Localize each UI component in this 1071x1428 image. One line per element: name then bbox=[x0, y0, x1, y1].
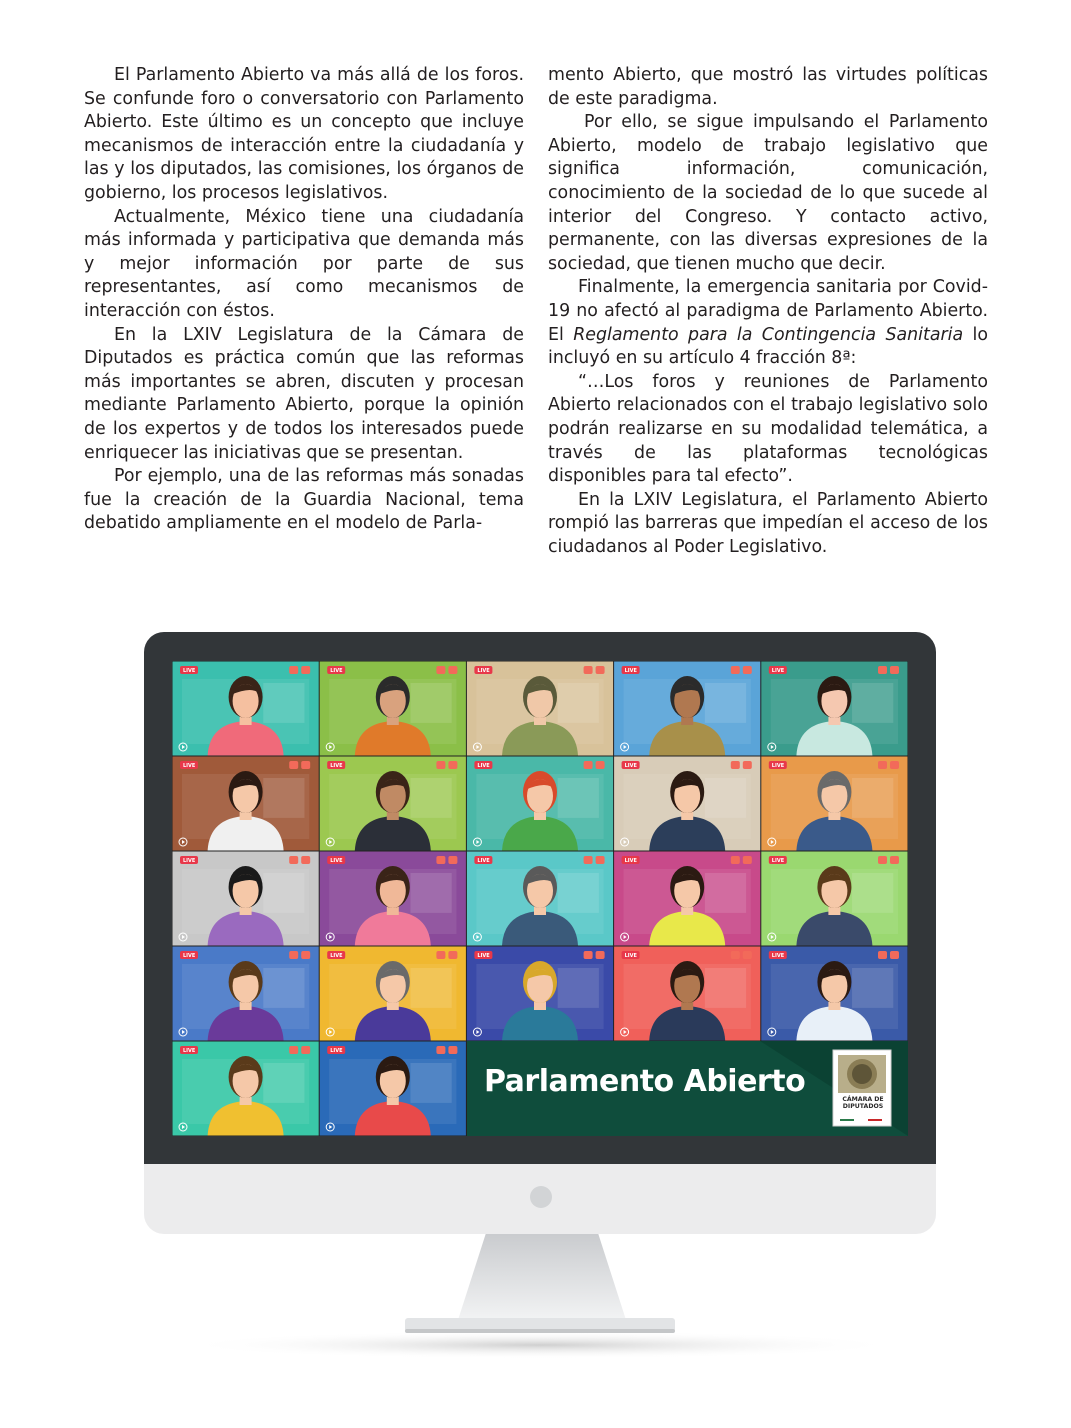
svg-text:LIVE: LIVE bbox=[624, 858, 637, 864]
live-badge bbox=[180, 761, 198, 769]
paragraph: En la LXIV Legislatura, el Parlamento Abierto rompió las barreras que impedían el acceso de los ciudadanos al Poder Legislativo. bbox=[548, 489, 988, 557]
participant-tile[interactable] bbox=[320, 757, 466, 851]
live-badge bbox=[769, 856, 787, 864]
participant-tile[interactable] bbox=[761, 852, 907, 946]
participant-tile[interactable] bbox=[173, 947, 319, 1041]
participant-tile[interactable] bbox=[467, 852, 613, 946]
svg-text:LIVE: LIVE bbox=[330, 858, 343, 864]
svg-text:LIVE: LIVE bbox=[477, 668, 490, 674]
svg-text:LIVE: LIVE bbox=[183, 763, 196, 769]
participant-tile[interactable] bbox=[467, 662, 613, 756]
svg-text:LIVE: LIVE bbox=[624, 668, 637, 674]
participant-tile[interactable] bbox=[761, 757, 907, 851]
participant-tile[interactable] bbox=[467, 757, 613, 851]
paragraph: En la LXIV Legislatura de la Cámara de Diputados es práctica común que las reformas más importantes se abren, discuten y procesan mediante Parlamento Abierto, porque la opinión de los expertos y de todos los interesados puede enriquecer las iniciativas que se presentan. bbox=[84, 324, 524, 463]
participant-tile[interactable] bbox=[320, 662, 466, 756]
svg-text:LIVE: LIVE bbox=[183, 858, 196, 864]
live-badge bbox=[769, 951, 787, 959]
live-badge bbox=[180, 856, 198, 864]
live-badge bbox=[180, 951, 198, 959]
svg-text:LIVE: LIVE bbox=[477, 858, 490, 864]
svg-text:LIVE: LIVE bbox=[330, 668, 343, 674]
live-badge bbox=[622, 856, 640, 864]
svg-text:LIVE: LIVE bbox=[330, 953, 343, 959]
participant-tile[interactable] bbox=[173, 662, 319, 756]
quote: “…Los foros y reuniones de Parlamento Abierto relacionados con el trabajo legislativo solo podrán realizarse en su modalidad telemática, a través de las plataformas tecnológicas disponibles para tal efecto”. bbox=[548, 371, 988, 487]
svg-text:LIVE: LIVE bbox=[330, 1048, 343, 1054]
participant-tile[interactable] bbox=[761, 947, 907, 1041]
svg-text:LIVE: LIVE bbox=[624, 763, 637, 769]
logo-line1: CÁMARA DE bbox=[842, 1096, 884, 1103]
participant-tile[interactable] bbox=[614, 662, 760, 756]
paragraph-continuation: mento Abierto, que mostró las virtudes políticas de este paradigma. bbox=[548, 65, 988, 109]
svg-text:LIVE: LIVE bbox=[477, 953, 490, 959]
svg-text:LIVE: LIVE bbox=[771, 953, 785, 959]
svg-text:LIVE: LIVE bbox=[624, 953, 637, 959]
logo-text bbox=[836, 1096, 890, 1110]
participant-tile[interactable] bbox=[320, 947, 466, 1041]
live-badge bbox=[622, 951, 640, 959]
live-badge bbox=[180, 666, 198, 674]
svg-text:LIVE: LIVE bbox=[330, 763, 343, 769]
participant-tile[interactable] bbox=[173, 852, 319, 946]
paragraph: Actualmente, México tiene una ciudadanía más informada y participativa que demanda más y mejor información por parte de sus representantes, así como mecanismos de interacción con éstos. bbox=[84, 206, 524, 321]
live-badge bbox=[327, 856, 345, 864]
regulation-title: Reglamento para la Contingencia Sanitaria bbox=[573, 324, 964, 345]
participant-tile[interactable] bbox=[614, 947, 760, 1041]
live-badge bbox=[474, 951, 492, 959]
monitor-shadow bbox=[180, 1331, 900, 1359]
svg-text:LIVE: LIVE bbox=[183, 953, 196, 959]
svg-text:LIVE: LIVE bbox=[771, 763, 785, 769]
live-badge bbox=[769, 761, 787, 769]
participant-tile[interactable] bbox=[614, 852, 760, 946]
svg-text:LIVE: LIVE bbox=[771, 668, 785, 674]
monitor-stand bbox=[458, 1233, 626, 1320]
live-badge bbox=[474, 761, 492, 769]
paragraph: El Parlamento Abierto va más allá de los foros. Se confunde foro o conversatorio con Parlamento Abierto. Este último es un concepto que incluye mecanismos de interacción entre la ciudadanía y las y los diputados, las comisiones, los órganos de gobierno, los procesos legislativos. bbox=[84, 65, 524, 203]
live-badge bbox=[180, 1046, 198, 1054]
svg-text:LIVE: LIVE bbox=[477, 763, 490, 769]
paragraph-text: lo incluyó en su artículo 4 fracción 8ª: bbox=[548, 324, 988, 369]
live-badge bbox=[327, 761, 345, 769]
participant-tile[interactable] bbox=[320, 852, 466, 946]
live-badge bbox=[327, 951, 345, 959]
logo-line2: DIPUTADOS bbox=[842, 1103, 884, 1110]
participant-tile[interactable] bbox=[173, 1042, 319, 1136]
power-button bbox=[530, 1186, 552, 1208]
paragraph-text: Finalmente, la emergencia sanitaria por Covid-19 no afectó al paradigma de Parlamento Abierto. El bbox=[548, 277, 988, 345]
live-badge bbox=[327, 1046, 345, 1054]
live-badge bbox=[474, 666, 492, 674]
banner-title: Parlamento Abierto bbox=[484, 1064, 806, 1099]
svg-text:LIVE: LIVE bbox=[183, 668, 196, 674]
live-badge bbox=[622, 761, 640, 769]
participant-tile[interactable] bbox=[173, 757, 319, 851]
paragraph: Por ello, se sigue impulsando el Parlamento Abierto, modelo de trabajo legislativo que significa información, comunicación, conocimiento de la sociedad de lo que sucede al interior del Congreso. Y contacto activo, permanente, con las diversas expresiones de la sociedad, que tienen mucho que decir. bbox=[548, 112, 988, 274]
paragraph: Por ejemplo, una de las reformas más sonadas fue la creación de la Guardia Nacional, tema debatido ampliamente en el modelo de Parla- bbox=[84, 466, 524, 534]
participant-tile[interactable] bbox=[320, 1042, 466, 1136]
svg-text:LIVE: LIVE bbox=[771, 858, 785, 864]
participant-tile[interactable] bbox=[467, 947, 613, 1041]
svg-text:LIVE: LIVE bbox=[183, 1048, 196, 1054]
live-badge bbox=[327, 666, 345, 674]
live-badge bbox=[622, 666, 640, 674]
live-badge bbox=[769, 666, 787, 674]
live-badge bbox=[474, 856, 492, 864]
participant-tile[interactable] bbox=[761, 662, 907, 756]
participant-tile[interactable] bbox=[614, 757, 760, 851]
